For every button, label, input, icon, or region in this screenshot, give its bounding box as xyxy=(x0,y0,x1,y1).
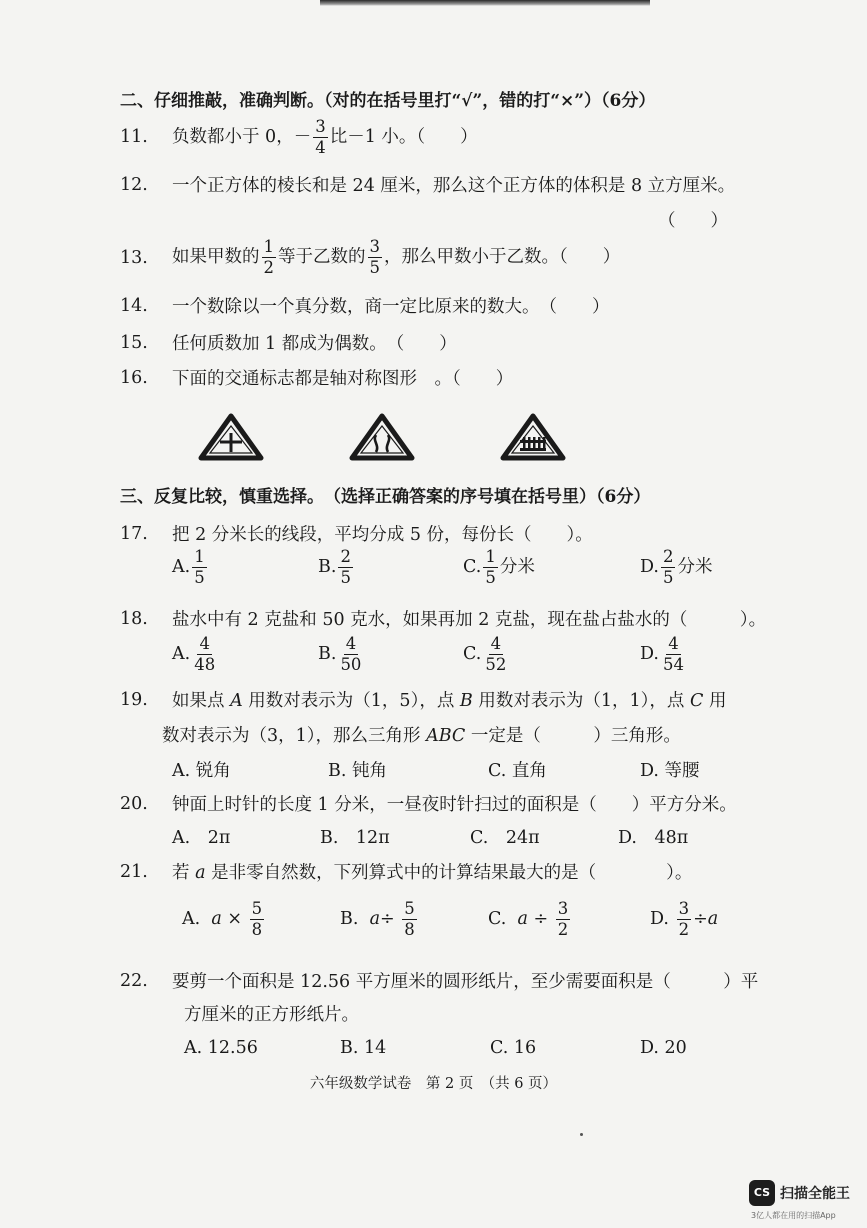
q13-text: 如果甲数的 $\frac{1}{2}$ 等于乙数的 $\frac{3}{5}$ ，那么甲数小于乙数。（ ） xyxy=(172,237,621,277)
q22-option-d[interactable]: D. 20 xyxy=(640,1038,687,1058)
q19-line-1: 如果点 A 用数对表示为（1，5），点 B 用数对表示为（1，1），点 C 用 xyxy=(172,691,727,711)
q19-line-2: 数对表示为（3，1），那么三角形 ABC 一定是（ ）三角形。 xyxy=(162,726,681,746)
q22-option-c[interactable]: C. 16 xyxy=(490,1038,537,1058)
fraction: $\frac{1}{2}$ xyxy=(263,237,274,277)
railway-crossing-sign-icon xyxy=(500,413,566,461)
q22-line-2: 方厘米的正方形纸片。 xyxy=(184,1005,359,1025)
q19-option-c[interactable]: C. 直角 xyxy=(488,761,547,781)
scanner-watermark xyxy=(749,1180,859,1224)
section-2-title: 二、仔细推敲，准确判断。（对的在括号里打“√”，错的打“×”）（6分） xyxy=(120,91,656,111)
q16-text: 下面的交通标志都是轴对称图形 。（ ） xyxy=(172,369,514,389)
q21-option-d[interactable]: D. $\frac{3}{2}$ ÷a xyxy=(650,899,719,939)
q19-number: 19. xyxy=(120,690,148,710)
q17-option-d[interactable]: D. $\frac{2}{5}$ 分米 xyxy=(640,547,713,587)
q14-number: 14. xyxy=(120,296,148,316)
q11-text: 负数都小于 0，－ $\frac{3}{4}$ 比－1 小。（ ） xyxy=(172,117,478,157)
q21-option-c[interactable]: C. a ÷ $\frac{3}{2}$ xyxy=(488,899,569,939)
page-footer: 六年级数学试卷 第 2 页 （共 6 页） xyxy=(309,1076,558,1092)
q17-option-c[interactable]: C. $\frac{1}{5}$ 分米 xyxy=(463,547,535,587)
q15-number: 15. xyxy=(120,333,148,353)
q18-option-b[interactable]: B. $\frac{4}{50}$ xyxy=(318,634,362,674)
q20-option-c[interactable]: C. 24π xyxy=(470,828,540,848)
watermark-name: 扫描全能王 xyxy=(780,1186,850,1202)
q21-option-a[interactable]: A. a × $\frac{5}{8}$ xyxy=(182,899,263,939)
q20-option-a[interactable]: A. 2π xyxy=(172,828,231,848)
section-3-title: 三、反复比较，慎重选择。 （选择正确答案的序号填在括号里）（6分） xyxy=(120,487,651,507)
q22-number: 22. xyxy=(120,971,148,991)
fraction: $\frac{3}{5}$ xyxy=(369,237,380,277)
q12-text: 一个正方体的棱长和是 24 厘米，那么这个正方体的体积是 8 立方厘米。 xyxy=(172,176,736,196)
q21-text: 若 a 是非零自然数，下列算式中的计算结果最大的是（ ）。 xyxy=(172,863,693,883)
q18-option-a[interactable]: A. $\frac{4}{48}$ xyxy=(172,634,216,674)
q20-option-b[interactable]: B. 12π xyxy=(320,828,390,848)
q12-answer-paren[interactable]: （ ） xyxy=(658,211,728,231)
crossroad-sign-icon xyxy=(198,413,264,461)
q12-number: 12. xyxy=(120,175,148,195)
q21-number: 21. xyxy=(120,862,148,882)
q18-option-d[interactable]: D. $\frac{4}{54}$ xyxy=(640,634,684,674)
q17-option-a[interactable]: A. $\frac{1}{5}$ xyxy=(172,547,205,587)
q14-text: 一个数除以一个真分数，商一定比原来的数大。 （ ） xyxy=(172,297,610,317)
q22-option-b[interactable]: B. 14 xyxy=(340,1038,387,1058)
fraction: $\frac{3}{4}$ xyxy=(315,117,326,157)
scan-speck xyxy=(580,1133,583,1136)
q22-option-a[interactable]: A. 12.56 xyxy=(184,1038,258,1058)
q19-option-a[interactable]: A. 锐角 xyxy=(172,761,231,781)
scan-edge-shadow xyxy=(320,0,650,6)
camscanner-logo-icon: CS xyxy=(749,1180,775,1206)
q17-number: 17. xyxy=(120,524,148,544)
q18-option-c[interactable]: C. $\frac{4}{52}$ xyxy=(463,634,507,674)
watermark-slogan: 3亿人都在用的扫描App xyxy=(751,1211,836,1220)
q13-number: 13. xyxy=(120,248,148,268)
q21-option-b[interactable]: B. a÷ $\frac{5}{8}$ xyxy=(340,899,415,939)
q20-text: 钟面上时针的长度 1 分米，一昼夜时针扫过的面积是（ ）平方分米。 xyxy=(172,795,737,815)
q19-option-d[interactable]: D. 等腰 xyxy=(640,761,700,781)
q20-number: 20. xyxy=(120,794,148,814)
q20-option-d[interactable]: D. 48π xyxy=(618,828,689,848)
narrow-road-sign-icon xyxy=(349,413,415,461)
q18-text: 盐水中有 2 克盐和 50 克水，如果再加 2 克盐，现在盐占盐水的（ ）。 xyxy=(172,610,767,630)
q19-option-b[interactable]: B. 钝角 xyxy=(328,761,387,781)
q15-text: 任何质数加 1 都成为偶数。 （ ） xyxy=(172,334,457,354)
q17-text: 把 2 分米长的线段，平均分成 5 份，每份长（ ）。 xyxy=(172,525,593,545)
q18-number: 18. xyxy=(120,609,148,629)
q16-number: 16. xyxy=(120,368,148,388)
q17-option-b[interactable]: B. $\frac{2}{5}$ xyxy=(318,547,351,587)
q11-number: 11. xyxy=(120,127,148,147)
q22-line-1: 要剪一个面积是 12.56 平方厘米的圆形纸片，至少需要面积是（ ）平 xyxy=(172,972,759,992)
